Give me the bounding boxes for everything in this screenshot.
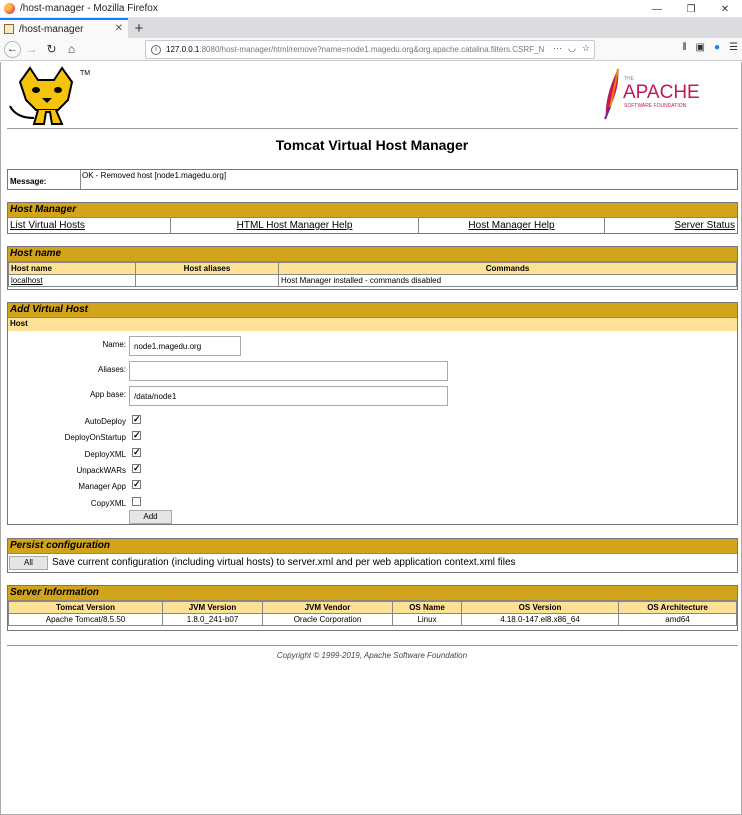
table-row: [9, 275, 737, 287]
host-table-header: [9, 263, 737, 275]
col-os-architecture: OS Architecture: [619, 602, 737, 614]
add-virtual-host-section: [7, 302, 738, 525]
unpackwars-checkbox[interactable]: ✓: [133, 463, 141, 473]
checkbox-row-copyxml: [8, 495, 737, 511]
host-manager-title: Host Manager: [8, 203, 737, 218]
host-name-section: [7, 246, 738, 290]
link-html-help[interactable]: HTML Host Manager Help: [171, 218, 419, 233]
toolbar-icons: [682, 42, 738, 53]
persist-all-button[interactable]: All: [9, 556, 48, 570]
name-input[interactable]: [129, 336, 241, 356]
bookmark-star-icon[interactable]: ☆: [581, 43, 590, 53]
pocket-icon[interactable]: ◡: [568, 43, 576, 53]
add-host-subtitle: Host: [8, 318, 737, 331]
add-host-form: [8, 331, 737, 521]
jvm-vendor-value: Oracle Corporation: [263, 614, 393, 626]
col-host-aliases: Host aliases: [136, 263, 279, 275]
server-info-table: [8, 601, 737, 626]
svg-text:THE: THE: [624, 76, 634, 82]
copyxml-label: CopyXML: [90, 499, 126, 508]
deployonstartup-checkbox[interactable]: ✓: [133, 430, 141, 440]
col-jvm-vendor: JVM Vendor: [263, 602, 393, 614]
message-label: Message:: [8, 170, 81, 189]
persist-body: [8, 554, 737, 572]
nav-bar: [0, 38, 742, 61]
header-divider: [7, 128, 738, 129]
message-box: [7, 169, 738, 190]
col-tomcat-version: Tomcat Version: [9, 602, 163, 614]
reload-icon[interactable]: ↻: [46, 42, 57, 56]
server-info-title: Server Information: [8, 586, 737, 601]
svg-text:APACHE: APACHE: [623, 82, 700, 103]
page-actions-icon[interactable]: ···: [553, 43, 563, 53]
appbase-input[interactable]: [129, 386, 448, 406]
page-viewport: [0, 62, 742, 815]
tab-strip: [0, 18, 742, 38]
link-server-status[interactable]: Server Status: [674, 220, 735, 231]
managerapp-checkbox[interactable]: ✓: [133, 479, 141, 489]
server-info-header: [9, 602, 737, 614]
col-commands: Commands: [279, 263, 737, 275]
host-cell[interactable]: [9, 275, 136, 287]
tomcat-logo[interactable]: [8, 66, 94, 126]
message-text: OK - Removed host [node1.magedu.org]: [82, 171, 227, 180]
url-path: :8080/host-manager/html/remove?name=node1.magedu.org&org.apache.catalina.filters.CSRF_N: [199, 45, 545, 54]
col-os-version: OS Version: [462, 602, 619, 614]
add-host-title: Add Virtual Host: [8, 303, 737, 318]
table-row: [9, 614, 737, 626]
sidebar-icon[interactable]: ▣: [695, 42, 705, 53]
aliases-label: Aliases:: [97, 365, 126, 374]
url-host: 127.0.0.1: [166, 45, 200, 54]
window-title: /host-manager - Mozilla Firefox: [20, 3, 158, 14]
minimize-icon[interactable]: —: [652, 3, 662, 15]
deployxml-checkbox[interactable]: ✓: [133, 447, 141, 457]
checkbox-row-autodeploy: [8, 413, 737, 429]
server-info-section: [7, 585, 738, 631]
col-host-name: Host name: [9, 263, 136, 275]
tab-title: /host-manager: [19, 23, 84, 35]
os-version-value: 4.18.0-147.el8.x86_64: [462, 614, 619, 626]
checkbox-row-deployxml: [8, 446, 737, 462]
library-icon[interactable]: ⫴: [682, 42, 687, 53]
deployonstartup-label: DeployOnStartup: [64, 433, 126, 442]
back-icon[interactable]: ←: [4, 41, 21, 58]
link-list-virtual-hosts[interactable]: List Virtual Hosts: [8, 218, 171, 233]
menu-icon[interactable]: ☰: [729, 42, 738, 53]
page-header: [1, 62, 741, 128]
tab-host-manager[interactable]: [0, 18, 128, 38]
col-jvm-version: JVM Version: [163, 602, 263, 614]
svg-text:TM: TM: [80, 70, 91, 77]
info-icon[interactable]: i: [151, 45, 161, 55]
window-controls: [640, 0, 742, 18]
footer-divider: [7, 645, 738, 646]
url-bar[interactable]: [145, 40, 595, 59]
aliases-input[interactable]: [129, 361, 448, 381]
svg-text:SOFTWARE FOUNDATION: SOFTWARE FOUNDATION: [624, 103, 687, 109]
add-button[interactable]: Add: [129, 510, 172, 524]
new-tab-icon[interactable]: +: [134, 19, 144, 37]
tab-favicon-icon: [4, 24, 14, 34]
title-bar: [0, 0, 742, 18]
commands-cell: Host Manager installed - commands disabled: [279, 275, 737, 287]
firefox-icon: [4, 3, 15, 14]
restore-icon[interactable]: ❐: [686, 3, 696, 15]
checkbox-row-deployonstartup: [8, 429, 737, 445]
name-row: [8, 336, 737, 352]
aliases-cell: [136, 275, 279, 287]
appbase-row: [8, 386, 737, 402]
host-link[interactable]: localhost: [11, 276, 43, 285]
autodeploy-label: AutoDeploy: [84, 417, 126, 426]
host-name-title: Host name: [8, 247, 737, 262]
managerapp-label: Manager App: [78, 482, 126, 491]
deployxml-label: DeployXML: [84, 450, 126, 459]
forward-icon[interactable]: →: [25, 42, 38, 56]
aliases-row: [8, 361, 737, 377]
appbase-label: App base:: [89, 390, 126, 399]
page-title: Tomcat Virtual Host Manager: [275, 137, 469, 153]
unpackwars-label: UnpackWARs: [76, 466, 126, 475]
col-os-name: OS Name: [393, 602, 462, 614]
footer-copyright: Copyright © 1999-2019, Apache Software Foundation: [276, 651, 468, 660]
apache-logo[interactable]: [596, 67, 718, 121]
tomcat-version-value: Apache Tomcat/8.5.50: [9, 614, 163, 626]
persist-title: Persist configuration: [8, 539, 737, 554]
checkbox-row-managerapp: [8, 478, 737, 494]
host-table: [8, 262, 737, 287]
persist-section: [7, 538, 738, 573]
os-architecture-value: amd64: [619, 614, 737, 626]
persist-text: Save current configuration (including virtual hosts) to server.xml and per web application context.xml files: [52, 557, 516, 568]
tab-close-icon[interactable]: ✕: [114, 23, 123, 34]
addon-icon[interactable]: ●: [713, 42, 721, 53]
os-name-value: Linux: [393, 614, 462, 626]
host-manager-section: [7, 202, 738, 234]
name-label: Name:: [102, 340, 126, 349]
checkbox-row-unpackwars: [8, 462, 737, 478]
link-host-manager-help[interactable]: Host Manager Help: [419, 218, 605, 233]
close-icon[interactable]: ✕: [720, 3, 730, 15]
host-manager-links: [8, 218, 737, 233]
url-actions: [549, 43, 590, 54]
jvm-version-value: 1.8.0_241-b07: [163, 614, 263, 626]
copyxml-checkbox[interactable]: [132, 497, 141, 506]
home-icon[interactable]: ⌂: [67, 42, 76, 56]
autodeploy-checkbox[interactable]: ✓: [133, 414, 141, 424]
